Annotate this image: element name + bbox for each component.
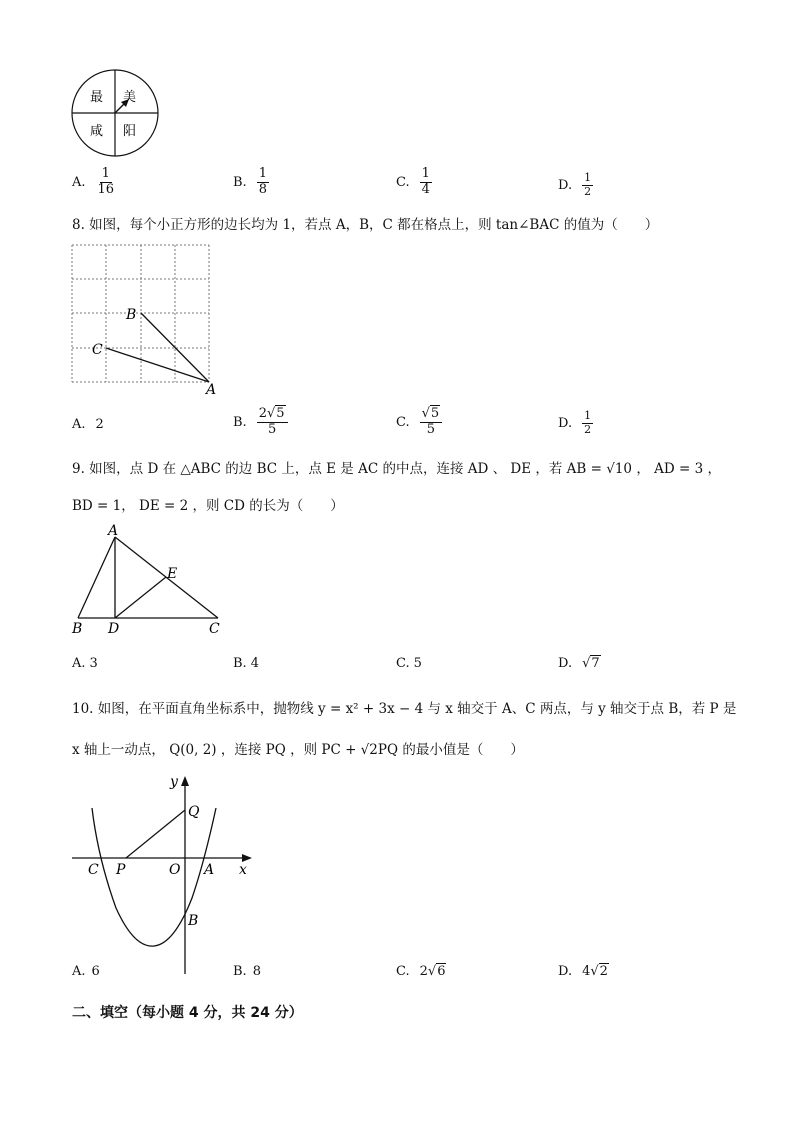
q8-question-text: 8. 如图，每个小正方形的边长均为 1，若点 A，B，C 都在格点上，则 tan∠BAC 的值为（ ） [72,217,659,233]
q10-label-q: Q [188,804,200,820]
q8-option-d[interactable]: D. $\frac{1}{2}$ [558,409,592,436]
q8-option-c[interactable]: C. $\frac{√5}{5}$ [396,407,442,438]
fraction: $\frac{1}{2}$ [584,171,592,198]
q7-option-a[interactable]: A. $\frac{1}{16}$ [72,166,115,197]
q8-label-a: A [206,382,217,398]
q10-question-line-2: x 轴上一动点， Q(0, 2) ，连接 PQ ，则 PC + √2PQ 的最小值是（ ） [72,742,524,758]
spinner-label-bl: 咸 [90,124,104,139]
q7-option-d[interactable]: D. $\frac{1}{2}$ [558,171,592,198]
q10-label-o: O [169,862,181,878]
q9-label-e: E [167,566,178,582]
q10-option-a[interactable]: A. 6 [72,964,100,979]
q9-option-b[interactable]: B. 4 [233,656,259,671]
q10-label-p: P [116,862,126,878]
fraction: $\frac{1}{4}$ [421,166,430,197]
fraction: $\frac{√5}{5}$ [420,407,443,438]
spinner-label-tr: 美 [123,90,137,105]
q8-option-b[interactable]: B. $\frac{2√5}{5}$ [233,407,288,438]
fraction: $\frac{1}{8}$ [258,166,267,197]
q10-parabola-figure [66,768,266,980]
q9-question-line-1: 9. 如图，点 D 在 △ABC 的边 BC 上，点 E 是 AC 的中点，连接 AD 、 DE ，若 AB = √10 ， AD = 3 ， [72,461,721,477]
q10-option-b[interactable]: B. 8 [233,964,261,979]
q9-option-c[interactable]: C. 5 [396,656,422,671]
q8-label-b: B [126,307,137,323]
q10-label-b: B [188,913,199,929]
q9-label-c: C [209,621,220,637]
q9-triangle-figure [66,520,236,642]
q9-option-a[interactable]: A. 3 [72,656,98,671]
q10-option-c[interactable]: C. 2√6 [396,964,446,979]
q10-label-y: y [170,774,178,790]
q9-label-a: A [108,523,119,539]
fraction: $\frac{1}{16}$ [97,166,115,197]
fraction: $\frac{2√5}{5}$ [257,407,288,438]
section-heading: 二、填空（每小题 4 分，共 24 分） [72,1005,303,1021]
fraction: $\frac{1}{2}$ [584,409,592,436]
spinner-figure [68,68,164,160]
q9-label-b: B [72,621,83,637]
q8-grid-figure [66,240,226,400]
spinner-label-tl: 最 [90,90,104,105]
q7-option-b[interactable]: B. $\frac{1}{8}$ [233,166,267,197]
q9-label-d: D [108,621,120,637]
q7-option-c[interactable]: C. $\frac{1}{4}$ [396,166,430,197]
spinner-label-br: 阳 [123,124,137,139]
q10-label-a: A [204,862,215,878]
q9-question-line-2: BD = 1， DE = 2 ，则 CD 的长为（ ） [72,498,344,514]
q10-label-c: C [88,862,99,878]
q8-option-a[interactable]: A. 2 [72,417,104,432]
q10-option-d[interactable]: D. 4√2 [558,964,608,979]
q9-option-d[interactable]: D. √7 [558,656,600,671]
q10-label-x: x [239,862,247,878]
q8-label-c: C [92,342,103,358]
q10-question-line-1: 10. 如图，在平面直角坐标系中，抛物线 y = x² + 3x − 4 与 x 轴交于 A、C 两点，与 y 轴交于点 B，若 P 是 [72,701,737,717]
